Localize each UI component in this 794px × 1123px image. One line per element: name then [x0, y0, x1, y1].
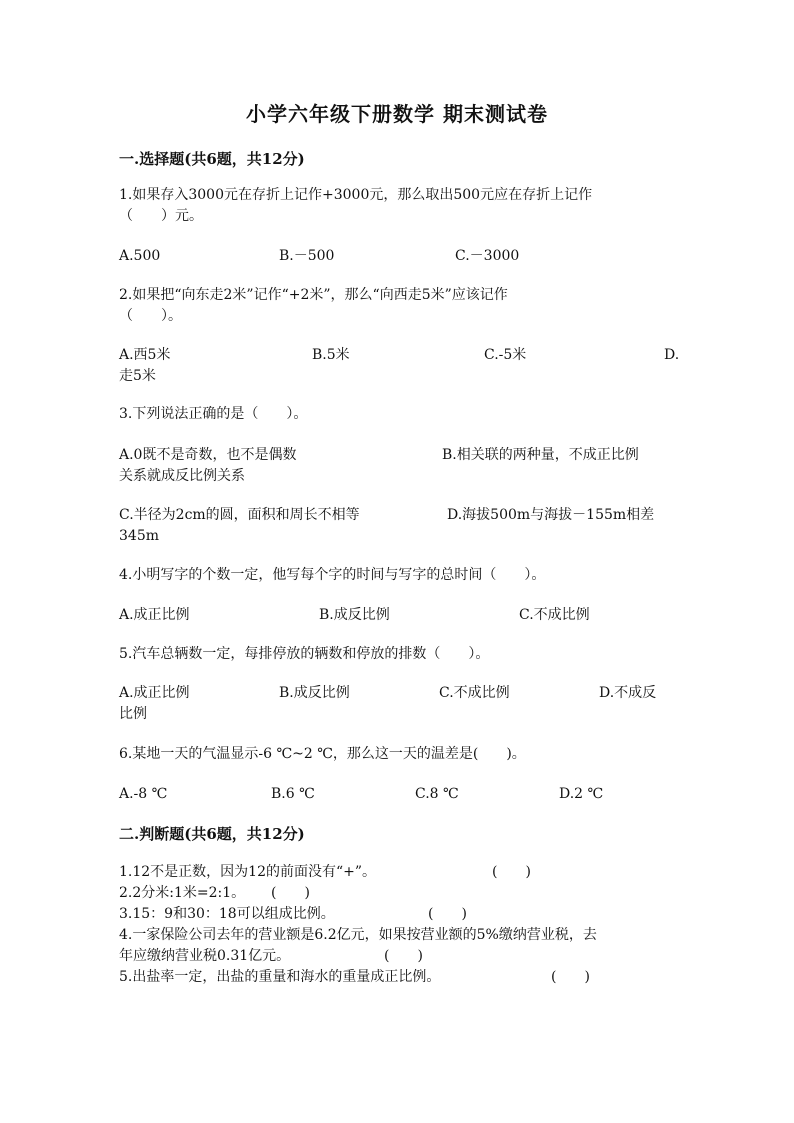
question-3-option-d[interactable]: D.海拔500m与海拔－155m相差 [447, 507, 655, 523]
question-3-option-d-cont: 345m [119, 528, 159, 544]
question-6-option-c[interactable]: C.8 ℃ [415, 786, 459, 802]
question-6-option-d[interactable]: D.2 ℃ [559, 786, 604, 802]
section-heading-choice: 一.选择题(共6题，共12分) [119, 150, 305, 168]
judgement-answer-5[interactable]: ( ) [551, 969, 590, 985]
question-5-text: 5.汽车总辆数一定，每排停放的辆数和停放的排数（ ）。 [119, 646, 490, 662]
question-3-option-a[interactable]: A.0既不是奇数，也不是偶数 [119, 447, 297, 463]
judgement-item-2: 2.2分米:1米=2:1。 [119, 885, 246, 901]
question-2-option-a[interactable]: A.西5米 [119, 347, 171, 363]
question-3-text: 3.下列说法正确的是（ ）。 [119, 406, 308, 422]
question-4-option-a[interactable]: A.成正比例 [119, 607, 190, 623]
question-2-option-c[interactable]: C.-5米 [484, 347, 527, 363]
question-1-option-c[interactable]: C.－3000 [455, 248, 520, 264]
judgement-answer-2[interactable]: ( ) [271, 885, 310, 901]
question-6-option-a[interactable]: A.-8 ℃ [119, 786, 168, 802]
question-1-option-a[interactable]: A.500 [119, 248, 161, 264]
judgement-answer-3[interactable]: ( ) [428, 906, 467, 922]
question-2-option-d-cont: 走5米 [119, 368, 156, 384]
judgement-answer-4[interactable]: ( ) [384, 948, 423, 964]
judgement-answer-1[interactable]: ( ) [492, 864, 531, 880]
question-5-option-c[interactable]: C.不成比例 [439, 685, 510, 701]
question-4-option-c[interactable]: C.不成比例 [519, 607, 590, 623]
judgement-item-1: 1.12不是正数，因为12的前面没有“+”。 [119, 864, 377, 880]
judgement-item-3: 3.15：9和30：18可以组成比例。 [119, 906, 335, 922]
question-3-option-c[interactable]: C.半径为2cm的圆，面积和周长不相等 [119, 507, 360, 523]
judgement-item-5: 5.出盐率一定，出盐的重量和海水的重量成正比例。 [119, 969, 441, 985]
judgement-item-4: 4.一家保险公司去年的营业额是6.2亿元，如果按营业额的5%缴纳营业税，去 [119, 927, 597, 943]
question-1-text: 1.如果存入3000元在存折上记作+3000元，那么取出500元应在存折上记作 [119, 187, 593, 203]
question-2-option-d[interactable]: D. [664, 347, 680, 363]
question-5-option-d-cont: 比例 [119, 706, 147, 722]
question-4-text: 4.小明写字的个数一定，他写每个字的时间与写字的总时间（ ）。 [119, 567, 546, 583]
question-4-option-b[interactable]: B.成反比例 [319, 607, 390, 623]
question-6-option-b[interactable]: B.6 ℃ [271, 786, 315, 802]
question-2-option-b[interactable]: B.5米 [312, 347, 350, 363]
question-6-text: 6.某地一天的气温显示-6 ℃~2 ℃，那么这一天的温差是( )。 [119, 746, 526, 762]
question-2-text: 2.如果把“向东走2米”记作“+2米”，那么“向西走5米”应该记作 [119, 287, 508, 303]
question-5-option-d[interactable]: D.不成反 [599, 685, 657, 701]
question-1-option-b[interactable]: B.－500 [279, 248, 335, 264]
question-5-option-b[interactable]: B.成反比例 [279, 685, 350, 701]
question-3-option-b-cont: 关系就成反比例关系 [119, 468, 245, 484]
question-3-option-b[interactable]: B.相关联的两种量，不成正比例 [442, 447, 639, 463]
page-title: 小学六年级下册数学 期末测试卷 [246, 102, 548, 126]
judgement-item-4-cont: 年应缴纳营业税0.31亿元。 [119, 948, 291, 964]
question-2-text-cont: （ ）。 [119, 308, 182, 324]
question-1-text-cont: （ ）元。 [119, 208, 203, 224]
section-heading-judgement: 二.判断题(共6题，共12分) [119, 825, 305, 843]
question-5-option-a[interactable]: A.成正比例 [119, 685, 190, 701]
